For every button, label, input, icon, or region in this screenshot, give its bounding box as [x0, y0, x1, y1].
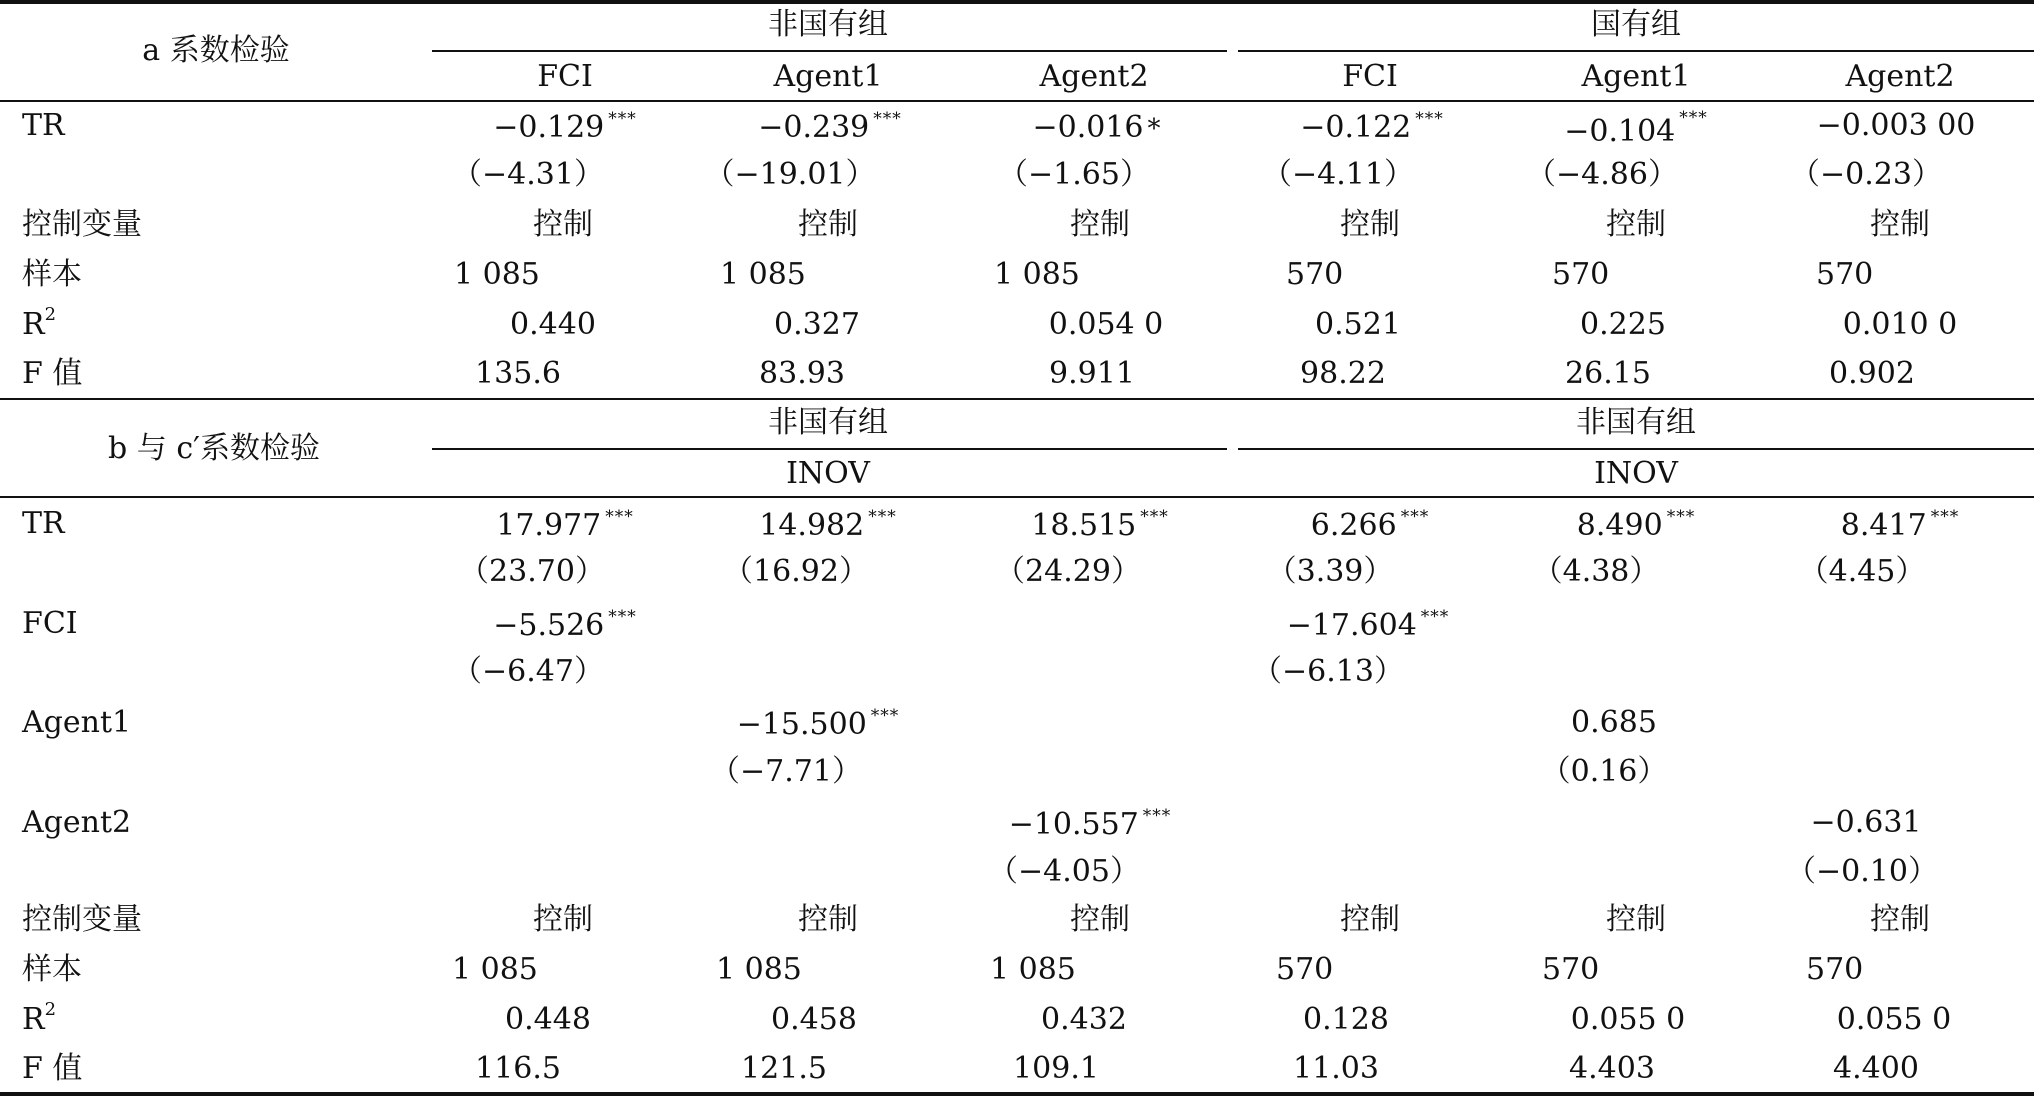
row-label-f: F 值 [22, 1051, 83, 1086]
group-rule-a-left [432, 50, 1227, 52]
r2-cell: 0.440 [510, 307, 596, 342]
r2-cell: 0.521 [1315, 307, 1401, 342]
row-label-controls: 控制变量 [22, 902, 142, 937]
sample-cell: 570 [1542, 952, 1600, 987]
f-cell: 4.400 [1833, 1051, 1919, 1086]
sample-cell: 1 085 [990, 952, 1076, 987]
dep-var-left: INOV [786, 456, 870, 491]
group-b-left: 非国有组 [768, 405, 888, 440]
significance-stars: *** [1930, 507, 1960, 527]
significance-stars: *** [873, 109, 902, 129]
control-cell: 控制 [1070, 902, 1130, 937]
coef-cell [493, 108, 637, 152]
sample-cell: 570 [1286, 257, 1344, 292]
coef-cell [758, 108, 902, 152]
control-cell: 控制 [1070, 207, 1130, 242]
f-cell: 9.911 [1049, 356, 1135, 391]
f-cell: 83.93 [759, 356, 845, 391]
t-stat: （23.70） [459, 554, 605, 589]
r2-letter: R [22, 307, 45, 342]
row-label-f: F 值 [22, 356, 83, 391]
coef-value: −17.604 [1286, 608, 1417, 643]
row-label-r2 [22, 1000, 56, 1044]
f-cell: 0.902 [1829, 356, 1915, 391]
coef-value: −0.003 00 [1816, 108, 1976, 143]
sample-cell: 1 085 [716, 952, 802, 987]
sample-cell: 570 [1806, 952, 1864, 987]
significance-stars: *** [1679, 108, 1708, 128]
significance-stars: *** [608, 607, 637, 627]
coef-cell [1009, 805, 1172, 849]
coef-value: 8.490 [1576, 508, 1663, 543]
significance-stars: * [1147, 114, 1162, 144]
row-label-tr: TR [22, 506, 65, 541]
coef-cell [496, 506, 633, 550]
significance-stars: *** [1420, 607, 1450, 627]
coef-value: −0.122 [1300, 110, 1412, 145]
coef-cell [493, 606, 637, 650]
coef-cell [737, 705, 900, 749]
t-stat: （0.16） [1540, 754, 1668, 789]
significance-stars: *** [1142, 806, 1172, 826]
f-cell: 135.6 [475, 356, 561, 391]
f-cell: 11.03 [1293, 1051, 1379, 1086]
group-a-state: 国有组 [1591, 7, 1681, 42]
f-cell: 98.22 [1300, 356, 1386, 391]
significance-stars: *** [1140, 507, 1169, 527]
significance-stars: *** [1400, 507, 1430, 527]
t-stat: （−4.31） [452, 157, 604, 192]
r2-superscript: 2 [44, 999, 57, 1020]
t-stat: （−4.11） [1262, 157, 1414, 192]
col-header: FCI [537, 59, 593, 94]
group-rule-b-left [432, 448, 1227, 450]
group-b-right: 非国有组 [1576, 405, 1696, 440]
t-stat: （−7.71） [710, 754, 862, 789]
coef-cell [1841, 506, 1959, 550]
sample-cell: 570 [1816, 257, 1874, 292]
r2-cell: 0.458 [771, 1002, 857, 1037]
sample-cell: 570 [1552, 257, 1610, 292]
sample-cell: 1 085 [994, 257, 1080, 292]
row-label-agent2: Agent2 [22, 805, 132, 840]
coef-cell [759, 506, 896, 550]
r2-cell: 0.054 0 [1048, 307, 1164, 342]
control-cell: 控制 [533, 902, 593, 937]
row-label-r2 [22, 305, 56, 349]
t-stat: （4.38） [1532, 554, 1660, 589]
coef-cell [1564, 108, 1708, 156]
significance-stars: *** [868, 507, 897, 527]
coef-value: −0.104 [1564, 114, 1676, 149]
row-label-sample: 样本 [22, 257, 82, 292]
coef-value: −0.016 [1032, 110, 1144, 145]
f-cell: 109.1 [1013, 1051, 1099, 1086]
significance-stars: *** [1666, 507, 1696, 527]
t-stat: （24.29） [995, 554, 1141, 589]
t-stat: （−0.10） [1786, 854, 1938, 889]
col-header: FCI [1342, 59, 1398, 94]
control-cell: 控制 [1340, 207, 1400, 242]
group-rule-a-right [1238, 50, 2034, 52]
f-cell: 121.5 [741, 1051, 827, 1086]
coef-value: 0.685 [1571, 705, 1657, 740]
row-label-fci: FCI [22, 606, 78, 641]
t-stat: （−0.23） [1790, 157, 1942, 192]
coef-value: −0.239 [758, 110, 870, 145]
col-header: Agent1 [773, 59, 883, 94]
t-stat: （−4.86） [1526, 157, 1678, 192]
control-cell: 控制 [1606, 902, 1666, 937]
t-stat: （−19.01） [704, 157, 876, 192]
dep-var-right: INOV [1594, 456, 1678, 491]
control-cell: 控制 [798, 207, 858, 242]
coef-value: −0.129 [493, 110, 605, 145]
control-cell: 控制 [1606, 207, 1666, 242]
r2-cell: 0.225 [1580, 307, 1666, 342]
sample-cell: 1 085 [452, 952, 538, 987]
coef-cell [1577, 506, 1695, 550]
r2-cell: 0.327 [774, 307, 860, 342]
t-stat: （−6.13） [1252, 654, 1404, 689]
coef-cell [1311, 506, 1429, 550]
col-header: Agent2 [1845, 59, 1955, 94]
control-cell: 控制 [1870, 902, 1930, 937]
coef-cell [1571, 703, 1657, 743]
group-a-nonstate: 非国有组 [768, 7, 888, 42]
coef-cell [1300, 108, 1444, 152]
t-stat: （3.39） [1266, 554, 1394, 589]
significance-stars: *** [605, 507, 634, 527]
header-rule-a [0, 100, 2034, 102]
r2-letter: R [22, 1002, 45, 1037]
section-a-title: a 系数检验 [142, 33, 290, 68]
coef-value: 14.982 [759, 508, 865, 543]
sample-cell: 1 085 [720, 257, 806, 292]
row-label-sample: 样本 [22, 952, 82, 987]
r2-superscript: 2 [44, 304, 57, 325]
f-cell: 26.15 [1565, 356, 1651, 391]
bottom-rule [0, 1092, 2034, 1096]
sample-cell: 570 [1276, 952, 1334, 987]
coef-value: 18.515 [1031, 508, 1137, 543]
t-stat: （−6.47） [452, 654, 604, 689]
sample-cell: 1 085 [454, 257, 540, 292]
coef-cell [1817, 106, 1976, 146]
r2-cell: 0.055 0 [1836, 1002, 1952, 1037]
significance-stars: *** [870, 706, 900, 726]
t-stat: （16.92） [723, 554, 869, 589]
group-rule-b-right [1238, 448, 2034, 450]
row-label-agent1: Agent1 [22, 705, 132, 740]
f-cell: 4.403 [1569, 1051, 1655, 1086]
t-stat: （−1.65） [998, 157, 1150, 192]
coef-value: −0.631 [1810, 805, 1922, 840]
control-cell: 控制 [1870, 207, 1930, 242]
control-cell: 控制 [798, 902, 858, 937]
t-stat: （−4.05） [988, 854, 1140, 889]
r2-cell: 0.055 0 [1570, 1002, 1686, 1037]
coef-value: −10.557 [1008, 807, 1139, 842]
t-stat: （4.45） [1798, 554, 1926, 589]
significance-stars: *** [1415, 109, 1444, 129]
coef-value: 8.417 [1840, 508, 1927, 543]
header-rule-b [0, 496, 2034, 498]
r2-cell: 0.010 0 [1842, 307, 1958, 342]
col-header: Agent2 [1039, 59, 1149, 94]
col-header: Agent1 [1581, 59, 1691, 94]
r2-cell: 0.128 [1303, 1002, 1389, 1037]
row-label-tr: TR [22, 108, 65, 143]
coef-value: 6.266 [1310, 508, 1397, 543]
coef-value: −5.526 [493, 608, 605, 643]
coef-cell [1031, 506, 1168, 550]
coef-value: −15.500 [736, 707, 867, 742]
top-rule [0, 0, 2034, 4]
r2-cell: 0.448 [505, 1002, 591, 1037]
f-cell: 116.5 [475, 1051, 561, 1086]
coef-cell [1810, 803, 1921, 843]
coef-cell [1032, 108, 1161, 149]
coef-cell [1287, 606, 1450, 650]
coef-value: 17.977 [496, 508, 602, 543]
section-b-title: b 与 c′系数检验 [108, 431, 320, 466]
control-cell: 控制 [533, 207, 593, 242]
row-label-controls: 控制变量 [22, 207, 142, 242]
r2-cell: 0.432 [1041, 1002, 1127, 1037]
control-cell: 控制 [1340, 902, 1400, 937]
significance-stars: *** [608, 109, 637, 129]
section-rule [0, 398, 2034, 400]
